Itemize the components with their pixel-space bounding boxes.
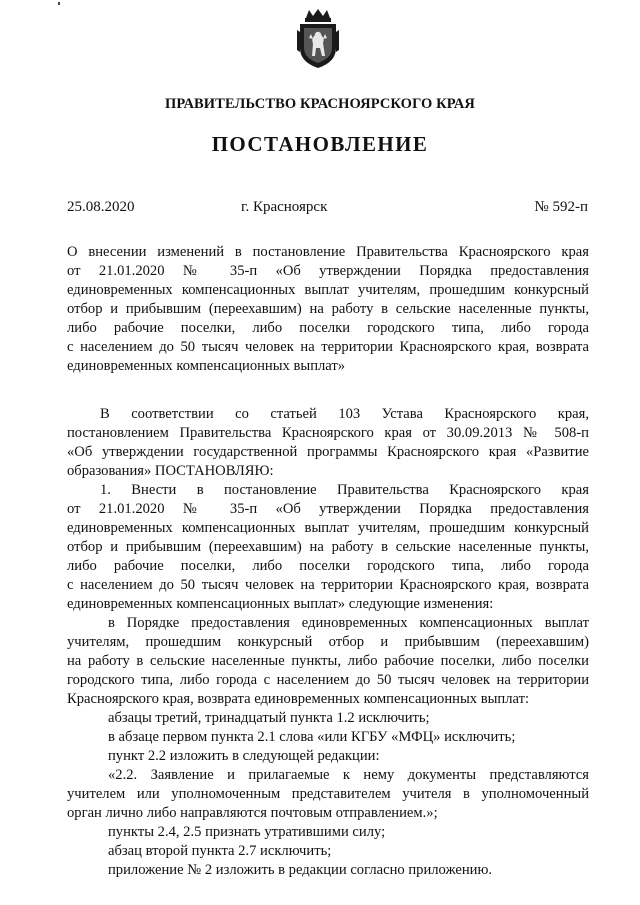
body-line: Красноярского края, возврата единовременных компенсационных выплат: [67, 691, 530, 707]
body-line: на работу в сельские населенные пункты, либо рабочие поселки, либо поселки [67, 653, 589, 669]
subject-line: единовременных компенсационных выплат учителям, прошедшим конкурсный [67, 282, 589, 298]
body-line: абзац второй пункта 2.7 исключить; [108, 843, 332, 859]
document-city: г. Красноярск [241, 199, 328, 215]
subject-line: единовременных компенсационных выплат» [67, 358, 346, 374]
document-type-title: ПОСТАНОВЛЕНИЕ [211, 132, 429, 156]
body-line: В соответствии со статьей 103 Устава Красноярского края, [100, 406, 589, 422]
body-line: единовременных компенсационных выплат учителям, прошедшим конкурсный [67, 520, 589, 536]
krasnoyarsk-coat-of-arms-icon [295, 8, 341, 70]
body-line: в абзаце первом пункта 2.1 слова «или КГБУ «МФЦ» исключить; [108, 729, 516, 745]
document-date: 25.08.2020 [67, 199, 135, 215]
body-line: либо рабочие поселки, либо поселки городского типа, либо города [67, 558, 589, 574]
body-line: образования» ПОСТАНОВЛЯЮ: [67, 463, 274, 479]
body-line: учителям, прошедшим конкурсный отбор и прибывшим (переехавшим) [67, 634, 589, 650]
subject-line: отбор и прибывшим (переехавшим) на работу в сельские населенные пункты, [67, 301, 589, 317]
body-line: в Порядке предоставления единовременных компенсационных выплат [108, 615, 589, 631]
body-line: городского типа, либо города с населением до 50 тысяч человек на территории [67, 672, 589, 688]
body-line: пункт 2.2 изложить в следующей редакции: [108, 748, 380, 764]
body-line: учителем или уполномоченным представителем учителя в уполномоченный [67, 786, 589, 802]
body-line: «Об утверждении государственной программы Красноярского края «Развитие [67, 444, 589, 460]
body-line: от 21.01.2020 № 35-п «Об утверждении Порядка предоставления [67, 501, 589, 517]
government-name: ПРАВИТЕЛЬСТВО КРАСНОЯРСКОГО КРАЯ [164, 96, 475, 112]
body-line: пункты 2.4, 2.5 признать утратившими силу; [108, 824, 386, 840]
subject-line: от 21.01.2020 № 35-п «Об утверждении Порядка предоставления [67, 263, 589, 279]
body-line: единовременных компенсационных выплат» следующие изменения: [67, 596, 494, 612]
subject-line: О внесении изменений в постановление Правительства Красноярского края [67, 244, 589, 260]
scan-speck [58, 2, 60, 5]
body-line: абзацы третий, тринадцатый пункта 1.2 исключить; [108, 710, 430, 726]
document-number: № 592-п [534, 199, 588, 215]
body-line: 1. Внести в постановление Правительства Красноярского края [100, 482, 589, 498]
body-line: «2.2. Заявление и прилагаемые к нему документы представляются [108, 767, 589, 783]
body-line: приложение № 2 изложить в редакции согласно приложению. [108, 862, 493, 878]
body-line: орган лично либо направляются почтовым отправлением.»; [67, 805, 438, 821]
body-line: постановлением Правительства Красноярского края от 30.09.2013 № 508-п [67, 425, 589, 441]
body-line: отбор и прибывшим (переехавшим) на работу в сельские населенные пункты, [67, 539, 589, 555]
subject-line: с населением до 50 тысяч человек на территории Красноярского края, возврата [67, 339, 589, 355]
body-line: с населением до 50 тысяч человек на территории Красноярского края, возврата [67, 577, 589, 593]
subject-line: либо рабочие поселки, либо поселки городского типа, либо города [67, 320, 589, 336]
